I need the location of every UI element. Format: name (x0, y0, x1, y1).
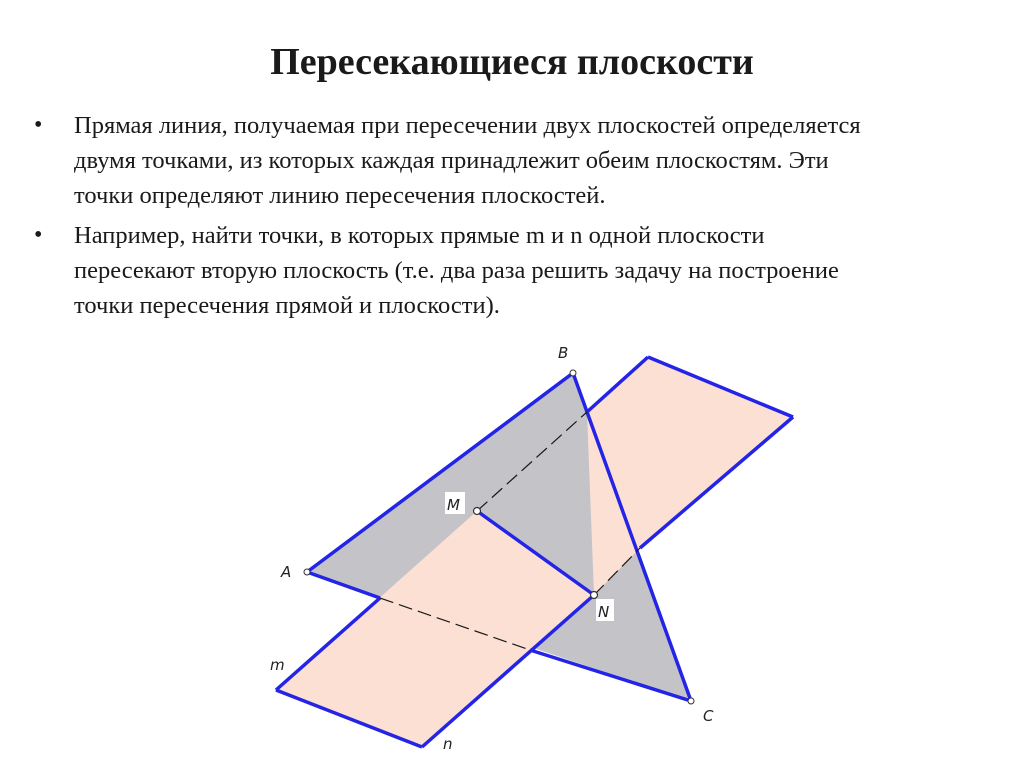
bullet-line: точки определяют линию пересечения плоскостей. (74, 182, 606, 209)
point-a (304, 569, 310, 575)
bullet-line: точки пересечения прямой и плоскости). (74, 292, 500, 319)
point-m (474, 508, 481, 515)
parallelogram-plane-back (587, 357, 793, 595)
slide-title: Пересекающиеся плоскости (270, 41, 754, 83)
bullet-line: Например, найти точки, в которых прямые m и n одной плоскости (74, 222, 765, 249)
point-n (591, 592, 598, 599)
point-c (688, 698, 694, 704)
label-b: B (558, 344, 569, 362)
label-m: M (447, 496, 460, 514)
bullet-line: пересекают вторую плоскость (т.е. два раза решить задачу на построение (74, 257, 839, 284)
label-line-n: n (443, 735, 453, 753)
label-a: A (281, 563, 292, 581)
point-b (570, 370, 576, 376)
label-n: N (598, 603, 610, 621)
label-line-m: m (270, 656, 285, 674)
bullet-line: Прямая линия, получаемая при пересечении двух плоскостей определяется (74, 112, 861, 139)
label-c: C (703, 707, 714, 725)
bullet-marker: • (34, 222, 43, 248)
bullet-line: двумя точками, из которых каждая принадлежит обеим плоскостям. Эти (74, 147, 829, 174)
bullet-marker: • (34, 112, 43, 138)
